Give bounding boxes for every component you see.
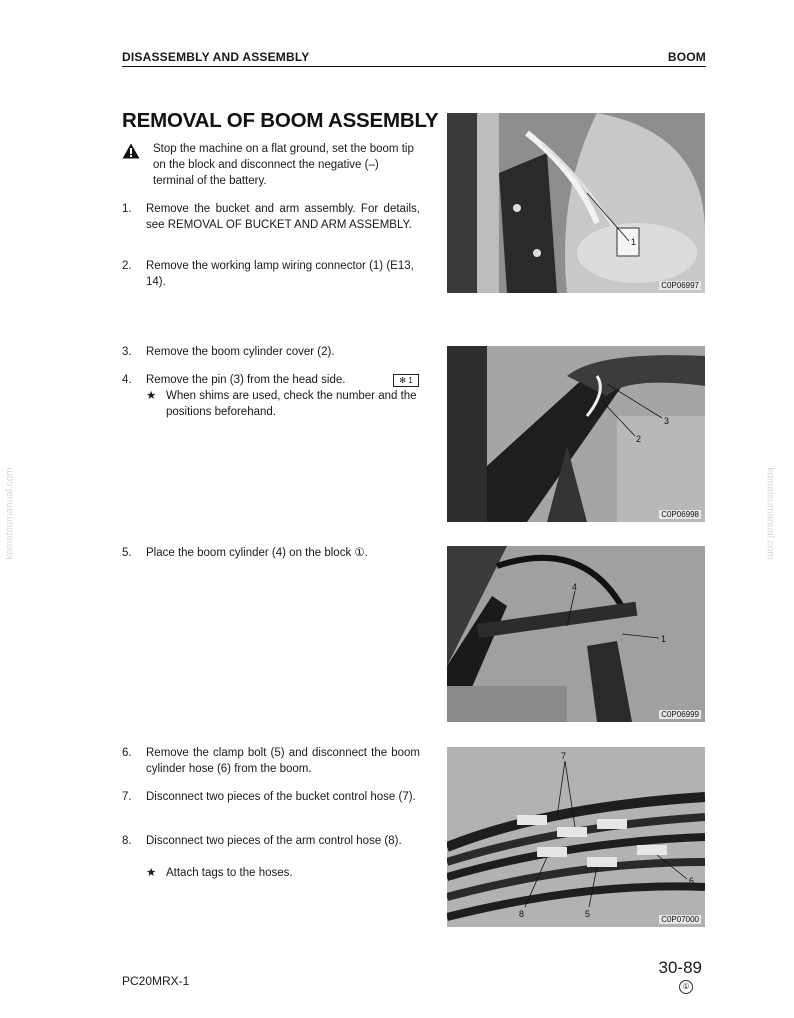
photo-code: C0P07000: [661, 915, 699, 924]
note-text: When shims are used, check the number and the positions beforehand.: [166, 390, 417, 418]
step-number: 6.: [122, 747, 132, 759]
page-number: 30-89: [658, 958, 702, 977]
callout-2: 2: [636, 434, 642, 444]
page-header: [122, 48, 706, 67]
callout-4: 4: [572, 582, 578, 592]
callout-3: 3: [664, 416, 670, 426]
photo-working-lamp-connector: [447, 113, 705, 293]
page-title: REMOVAL OF BOOM ASSEMBLY: [122, 109, 439, 132]
photo-boom-cylinder-on-block: [447, 546, 705, 722]
photo-boom-cylinder-cover: [447, 346, 705, 522]
step-text: Remove the clamp bolt (5) and disconnect the boom cylinder hose (6) from the boom.: [146, 747, 420, 775]
callout-8: 8: [519, 909, 525, 919]
photo-code: C0P06998: [661, 510, 699, 519]
step-number: 8.: [122, 835, 132, 847]
revision-mark: ①: [679, 980, 693, 994]
photo-control-hoses: [447, 747, 705, 927]
callout-1: 1: [631, 237, 637, 247]
photo-code: C0P06999: [661, 710, 699, 719]
watermark-right: komatsumanual.com: [764, 467, 776, 560]
photo-image: [447, 747, 705, 927]
step-text: Remove the bucket and arm assembly. For details, see REMOVAL OF BUCKET AND ARM ASSEMBLY.: [146, 203, 420, 231]
callout-7: 7: [561, 751, 567, 761]
reference-symbol: ✻ 1: [393, 374, 419, 387]
step-number: 5.: [122, 547, 132, 559]
star-icon: ★: [146, 390, 157, 402]
step-number: 1.: [122, 203, 132, 215]
warning-triangle-icon: [122, 143, 140, 159]
step-text: Remove the working lamp wiring connector (1) (E13, 14).: [146, 260, 414, 288]
step-text: Remove the pin (3) from the head side.: [146, 374, 346, 386]
watermark-left: komatsumanual.com: [4, 467, 16, 560]
star-icon: ★: [146, 867, 157, 879]
photo-code: C0P06997: [661, 281, 699, 290]
photo-image: [447, 346, 705, 522]
callout-5: 5: [585, 909, 591, 919]
callout-block-1: 1: [661, 634, 667, 644]
step-text: Disconnect two pieces of the bucket control hose (7).: [146, 791, 416, 803]
callout-6: 6: [689, 876, 695, 886]
footer-model: PC20MRX-1: [122, 974, 190, 988]
step-text: Disconnect two pieces of the arm control hose (8).: [146, 835, 402, 847]
photo-image: [447, 113, 705, 293]
step-text: Remove the boom cylinder cover (2).: [146, 346, 335, 358]
photo-image: [447, 546, 705, 722]
header-topic: BOOM: [667, 50, 706, 64]
step-text: Place the boom cylinder (4) on the block ①.: [146, 547, 368, 559]
step-number: 3.: [122, 346, 132, 358]
step-number: 2.: [122, 260, 132, 272]
warning-text: Stop the machine on a flat ground, set the boom tip on the block and disconnect the negative (–) terminal of the battery.: [153, 143, 414, 187]
header-section: DISASSEMBLY AND ASSEMBLY: [122, 50, 310, 64]
step-number: 7.: [122, 791, 132, 803]
step-number: 4.: [122, 374, 132, 386]
note-text: Attach tags to the hoses.: [166, 867, 293, 879]
